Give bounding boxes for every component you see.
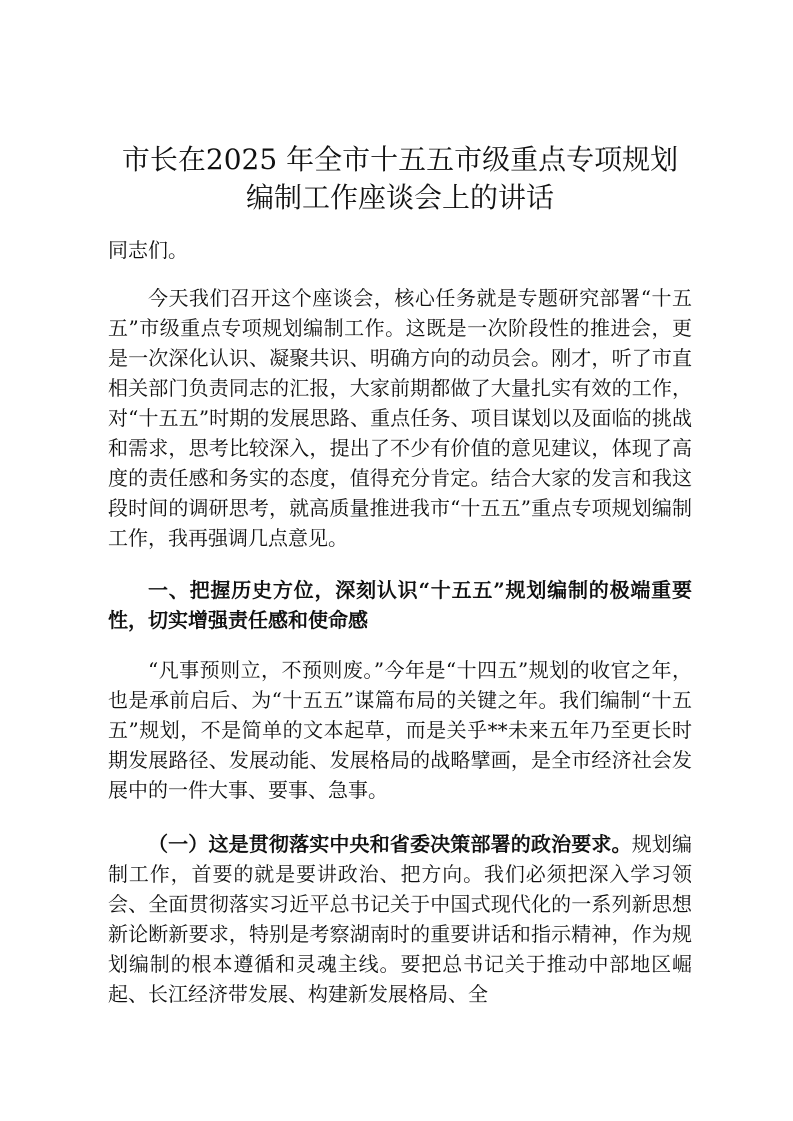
document-title [108,141,692,217]
document-title-line-2: 编制工作座谈会上的讲话 [245,181,554,214]
document-title-line-1: 市长在2025 年全市十五五市级重点专项规划 [121,143,679,176]
salutation: 同志们。 [108,238,188,262]
document-body [108,141,692,1009]
subsection-1-label: （一）这是贯彻落实中央和省委决策部署的政治要求。 [148,832,632,856]
subsection-1-paragraph [108,829,692,1009]
opening-paragraph: 今天我们召开这个座谈会，核心任务就是专题研究部署“十五五”市级重点专项规划编制工作。这既是一次阶段性的推进会，更是一次深化认识、凝聚共识、明确方向的动员会。刚才，听了市直相关部门负责同志的汇报，大家前期都做了大量扎实有效的工作，对“十五五”时期的发展思路、重点任务、项目谋划以及面临的挑战和需求，思考比较深入，提出了不少有价值的意见建议，体现了高度的责任感和务实的态度，值得充分肯定。结合大家的发言和我这段时间的调研思考，就高质量推进我市“十五五”重点专项规划编制工作，我再强调几点意见。 [108,286,692,550]
subsection-1-body: 规划编制工作，首要的就是要讲政治、把方向。我们必须把深入学习领会、全面贯彻落实习近平总书记关于中国式现代化的一系列新思想新论断新要求，特别是考察湖南时的重要讲话和指示精神，作为规划编制的根本遵循和灵魂主线。要把总书记关于推动中部地区崛起、长江经济带发展、构建新发展格局、全 [108,832,693,1006]
section-1-paragraph: “凡事预则立，不预则废。”今年是“十四五”规划的收官之年，也是承前启后、为“十五五”谋篇布局的关键之年。我们编制“十五五”规划，不是简单的文本起草，而是关乎**未来五年乃至更长时期发展路径、发展动能、发展格局的战略擘画，是全市经济社会发展中的一件大事、要事、急事。 [108,658,692,802]
section-heading-1: 一、把握历史方位，深刻认识“十五五”规划编制的极端重要性，切实增强责任感和使命感 [108,578,692,632]
